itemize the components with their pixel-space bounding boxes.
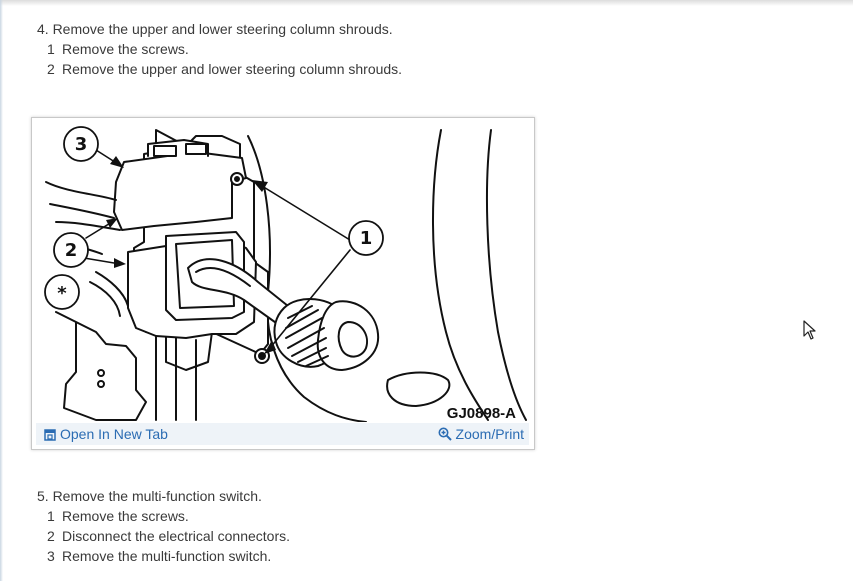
- left-edge: [0, 0, 3, 581]
- callout-2: 2: [64, 240, 78, 261]
- step-4-substep-2: [47, 60, 402, 78]
- substep-text: Remove the screws.: [62, 41, 189, 57]
- substep-text: Disconnect the electrical connectors.: [62, 528, 290, 544]
- step-4-title: 4. Remove the upper and lower steering column shrouds.: [37, 21, 393, 37]
- step-5-substep-1: [47, 507, 189, 525]
- figure-panel: [31, 117, 535, 450]
- substep-number: 3: [47, 548, 55, 564]
- step-5-substep-2: [47, 527, 290, 545]
- step-5-title: 5. Remove the multi-function switch.: [37, 488, 262, 504]
- substep-text: Remove the screws.: [62, 508, 189, 524]
- substep-number: 2: [47, 61, 55, 77]
- substep-number: 2: [47, 528, 55, 544]
- step-5-substep-3: [47, 547, 271, 565]
- open-new-tab-icon: [44, 429, 56, 441]
- zoom-icon: [438, 427, 452, 441]
- top-shadow: [0, 0, 853, 6]
- callout-3: 3: [74, 134, 88, 155]
- zoom-link-label: Zoom/Print: [455, 426, 524, 442]
- steering-column-illustration: [36, 122, 529, 422]
- figure-caption: GJ0898-A: [446, 405, 516, 422]
- open-link-label: Open In New Tab: [60, 426, 168, 442]
- callout-1: 1: [359, 228, 373, 249]
- zoom-print-link[interactable]: [438, 426, 524, 442]
- mouse-cursor-icon: [803, 320, 817, 340]
- substep-text: Remove the upper and lower steering column shrouds.: [62, 61, 403, 77]
- open-in-new-tab-link[interactable]: [44, 426, 168, 442]
- substep-text: Remove the multi-function switch.: [62, 548, 272, 564]
- substep-number: 1: [47, 41, 55, 57]
- figure-link-bar: [36, 423, 529, 445]
- substep-number: 1: [47, 508, 55, 524]
- callout-star: *: [57, 283, 67, 304]
- step-4-substep-1: [47, 40, 189, 58]
